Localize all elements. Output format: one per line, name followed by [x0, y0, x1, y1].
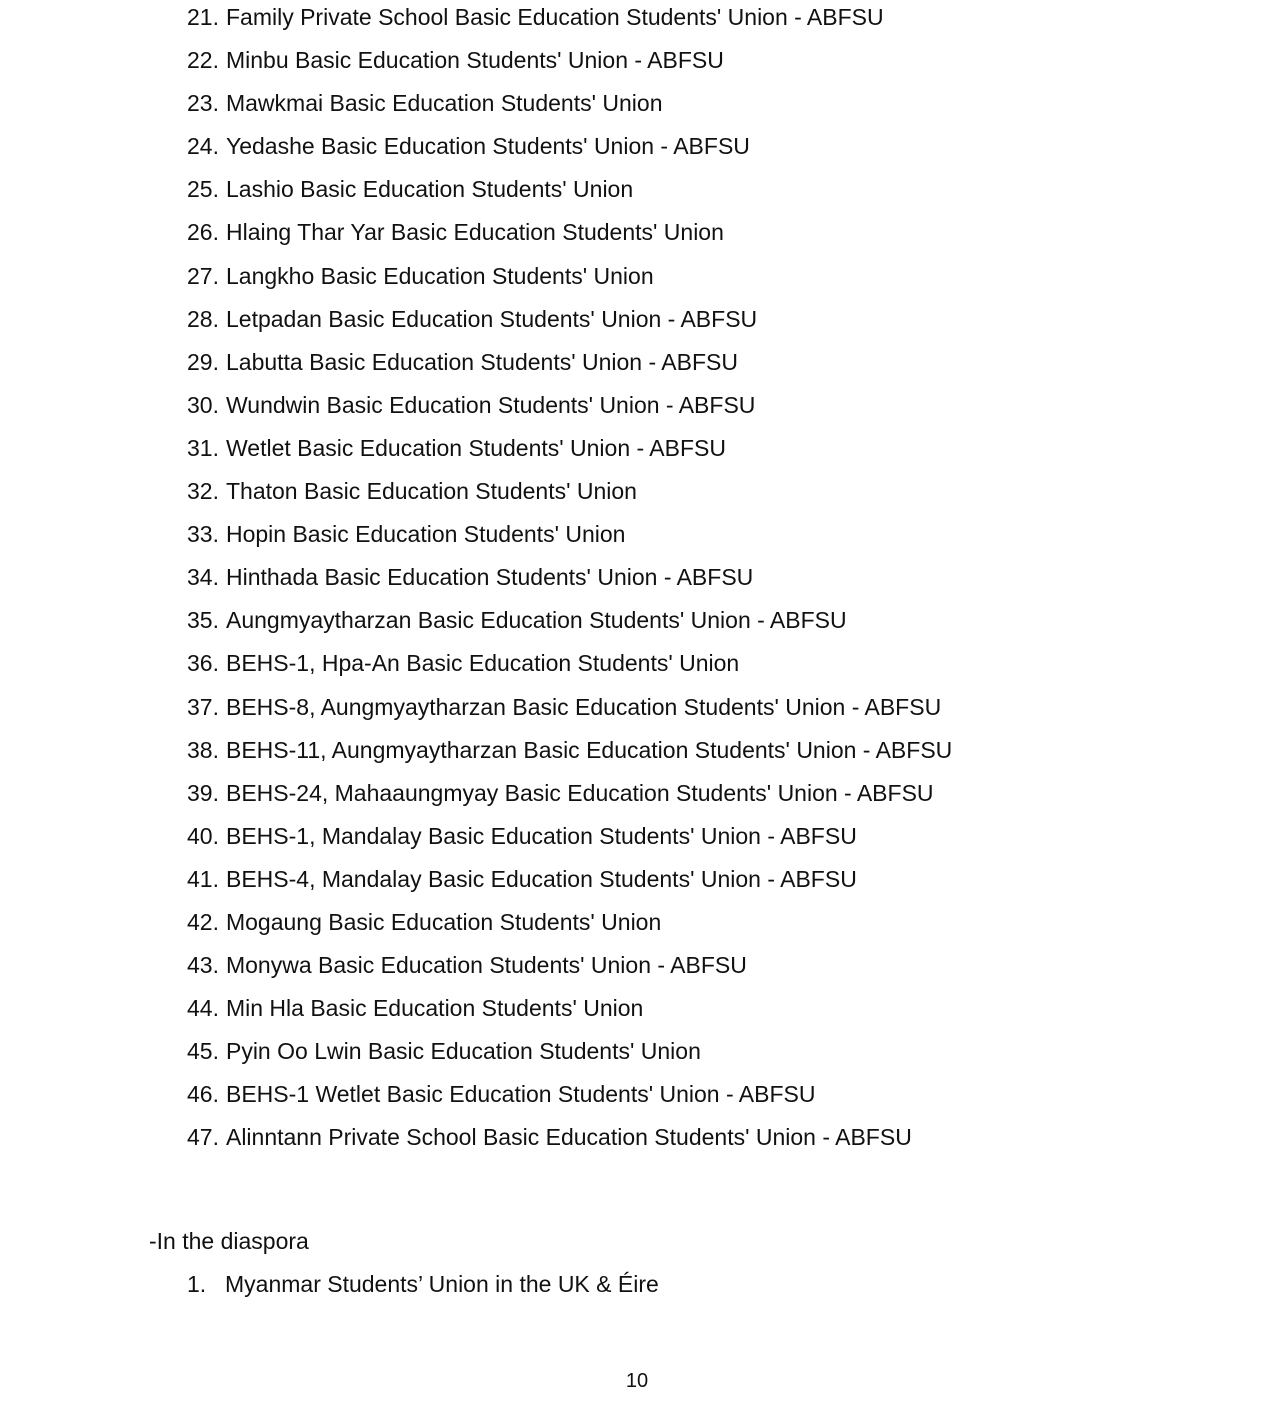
list-item-number: 32. [187, 478, 219, 505]
list-item-text: Wundwin Basic Education Students' Union - ABFSU [225, 391, 756, 418]
list-item [187, 86, 952, 129]
list-item-number: 43. [187, 952, 219, 979]
list-item-text: BEHS-1 Wetlet Basic Education Students' Union - ABFSU [225, 1081, 816, 1108]
list-item-text: BEHS-8, Aungmyaytharzan Basic Education Students' Union - ABFSU [225, 693, 942, 720]
list-item [187, 345, 952, 388]
list-item-number: 33. [187, 521, 219, 548]
list-item [187, 431, 952, 474]
list-item-number: 35. [187, 607, 219, 634]
list-item [187, 560, 952, 603]
list-item-text: Labutta Basic Education Students' Union - ABFSU [225, 348, 738, 375]
page-number: 10 [625, 1370, 649, 1392]
list-item-number: 42. [187, 908, 219, 935]
list-item [187, 948, 952, 991]
list-item-number: 28. [187, 305, 219, 332]
list-item-text: Thaton Basic Education Students' Union [225, 478, 637, 505]
list-item [187, 1077, 952, 1120]
list-item [187, 0, 952, 43]
list-item-number: 29. [187, 348, 219, 375]
list-item-text: BEHS-11, Aungmyaytharzan Basic Education Students' Union - ABFSU [225, 736, 953, 763]
list-item [187, 302, 952, 345]
list-item [187, 690, 952, 733]
list-item [187, 862, 952, 905]
list-item-number: 46. [187, 1081, 219, 1108]
union-list [187, 0, 952, 1164]
list-item-number: 22. [187, 47, 219, 74]
list-item-text: Hlaing Thar Yar Basic Education Students' Union [225, 219, 724, 246]
list-item-number: 41. [187, 865, 219, 892]
list-item-text: Minbu Basic Education Students' Union - ABFSU [225, 47, 724, 74]
list-item-text: Lashio Basic Education Students' Union [225, 176, 634, 203]
list-item [187, 1120, 952, 1163]
list-item-number: 26. [187, 219, 219, 246]
list-item-number: 44. [187, 995, 219, 1022]
list-item-number: 24. [187, 133, 219, 160]
list-item-text: Myanmar Students’ Union in the UK & Éire [225, 1271, 659, 1297]
list-item-number: 36. [187, 650, 219, 677]
list-item [187, 733, 952, 776]
list-item-number: 31. [187, 434, 219, 461]
list-item-number: 30. [187, 391, 219, 418]
list-item [187, 388, 952, 431]
list-item-number: 25. [187, 176, 219, 203]
list-item [187, 1034, 952, 1077]
list-item-number: 34. [187, 564, 219, 591]
list-item-text: Hinthada Basic Education Students' Union - ABFSU [225, 564, 754, 591]
list-item-number: 21. [187, 4, 219, 30]
list-item [187, 215, 952, 258]
list-item [187, 603, 952, 646]
diaspora-heading: -In the diaspora [149, 1228, 309, 1254]
list-item-number: 1. [187, 1271, 207, 1297]
list-item-number: 37. [187, 693, 219, 720]
list-item [187, 819, 952, 862]
list-item-text: BEHS-4, Mandalay Basic Education Students' Union - ABFSU [225, 865, 857, 892]
list-item-number: 38. [187, 736, 219, 763]
list-item [187, 776, 952, 819]
list-item-text: Mogaung Basic Education Students' Union [225, 908, 662, 935]
list-item-text: Min Hla Basic Education Students' Union [225, 995, 644, 1022]
list-item [187, 259, 952, 302]
list-item [187, 129, 952, 172]
list-item-text: BEHS-1, Hpa-An Basic Education Students' Union [225, 650, 740, 677]
list-item [187, 905, 952, 948]
list-item-text: Hopin Basic Education Students' Union [225, 521, 626, 548]
list-item-number: 45. [187, 1038, 219, 1065]
list-item-text: Aungmyaytharzan Basic Education Students' Union - ABFSU [225, 607, 847, 634]
list-item [187, 991, 952, 1034]
diaspora-list [187, 1267, 659, 1301]
list-item-text: Family Private School Basic Education Students' Union - ABFSU [225, 4, 884, 30]
list-item-text: BEHS-1, Mandalay Basic Education Students' Union - ABFSU [225, 822, 857, 849]
list-item-number: 47. [187, 1124, 219, 1151]
list-item-text: Yedashe Basic Education Students' Union - ABFSU [225, 133, 750, 160]
list-item [187, 474, 952, 517]
list-item-text: BEHS-24, Mahaaungmyay Basic Education Students' Union - ABFSU [225, 779, 934, 806]
list-item-text: Wetlet Basic Education Students' Union - ABFSU [225, 434, 726, 461]
list-item [187, 646, 952, 689]
list-item-text: Alinntann Private School Basic Education Students' Union - ABFSU [225, 1124, 912, 1151]
list-item-text: Langkho Basic Education Students' Union [225, 262, 654, 289]
list-item-text: Monywa Basic Education Students' Union - ABFSU [225, 952, 747, 979]
list-item-number: 39. [187, 779, 219, 806]
list-item-number: 40. [187, 822, 219, 849]
list-item [187, 517, 952, 560]
list-item-text: Mawkmai Basic Education Students' Union [225, 90, 663, 117]
list-item [187, 1267, 659, 1301]
list-item [187, 43, 952, 86]
list-item-number: 27. [187, 262, 219, 289]
list-item-text: Pyin Oo Lwin Basic Education Students' Union [225, 1038, 701, 1065]
list-item-text: Letpadan Basic Education Students' Union - ABFSU [225, 305, 758, 332]
list-item-number: 23. [187, 90, 219, 117]
list-item [187, 172, 952, 215]
